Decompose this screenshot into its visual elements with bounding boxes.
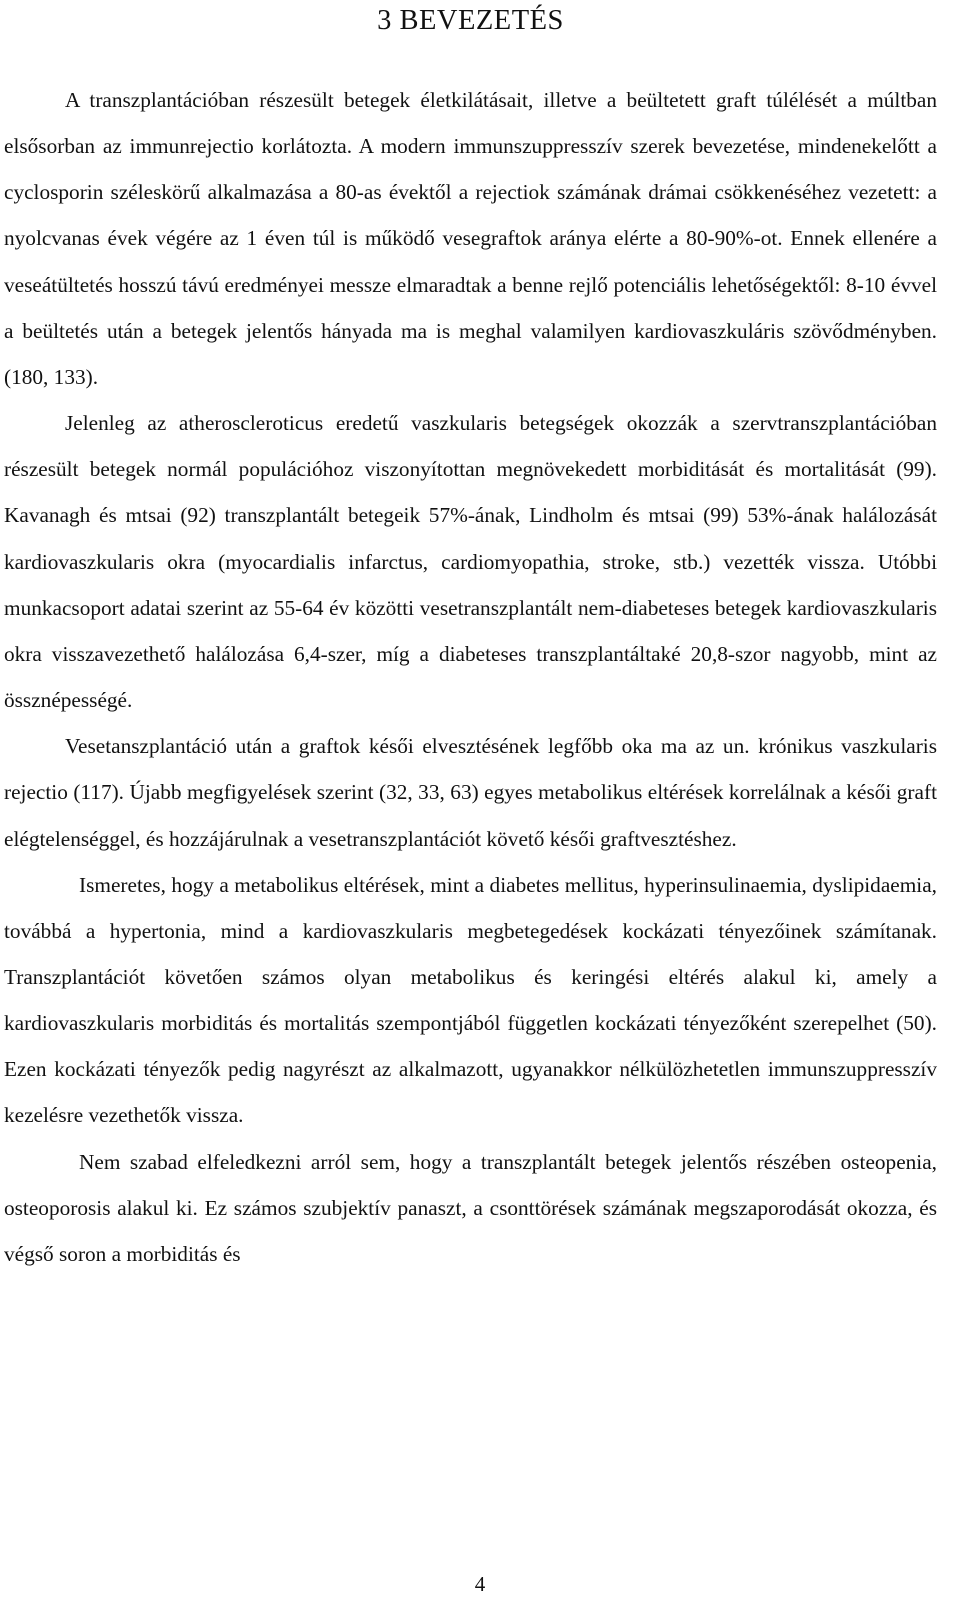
paragraph-intro: A transzplantációban részesült betegek életkilátásait, illetve a beültetett graft túlélését a múltban elsősorban az immunrejectio korlátozta. A modern immunszuppresszív szerek bevezetése, mindenekelőtt a cyclosporin széleskörű alkalmazása a 80-as évektől a rejectiok számának drámai csökkenéséhez vezetett: a nyolcvanas évek végére az 1 éven túl is működő vesegraftok aránya elérte a 80-90%-ot. Ennek ellenére a veseátültetés hosszú távú eredményei messze elmaradtak a benne rejlő potenciális lehetőségektől: 8-10 évvel a beültetés után a betegek jelentős hányada ma is meghal valamilyen kardiovaszkuláris szövődményben. (180, 133). [4,88,937,389]
page-content [4,0,937,1277]
page-number: 4 [474,1572,486,1596]
paragraph-osteoporosis: Nem szabad elfeledkezni arról sem, hogy a transzplantált betegek jelentős részében osteopenia, osteoporosis alakul ki. Ez számos szubjektív panaszt, a csonttörések számának megszaporodását okozza, és végső soron a morbiditás és [4,1149,937,1266]
paragraph-metabolic-risk: Ismeretes, hogy a metabolikus eltérések, mint a diabetes mellitus, hyperinsulinaemia, dyslipidaemia, továbbá a hypertonia, mind a kardiovaszkularis megbetegedések kockázati tényezőinek számítanak. Transzplantációt követően számos olyan metabolikus és keringési eltérés alakul ki, amely a kardiovaszkularis morbiditás és mortalitás szempontjából független kockázati tényezőként szerepelhet (50). Ezen kockázati tényezők pedig nagyrészt az alkalmazott, ugyanakkor nélkülözhetetlen immunszuppresszív kezelésre vezethetők vissza. [4,872,937,1128]
paragraph-atherosclerosis: Jelenleg az atheroscleroticus eredetű vaszkularis betegségek okozzák a szervtranszplantációban részesült betegek normál populációhoz viszonyítottan megnövekedett morbiditását és mortalitását (99). Kavanagh és mtsai (92) transzplantált betegeik 57%-ának, Lindholm és mtsai (99) 53%-ának halálozását kardiovaszkularis okra (myocardialis infarctus, cardiomyopathia, stroke, stb.) vezették vissza. Utóbbi munkacsoport adatai szerint az 55-64 év közötti vesetranszplantált nem-diabeteses betegek kardiovaszkularis okra visszavezethető halálozása 6,4-szer, míg a diabeteses transzplantáltaké 20,8-szor nagyobb, mint az össznépességé. [4,411,937,713]
body-text [4,77,937,1277]
paragraph-graft-loss: Vesetanszplantáció után a graftok késői elvesztésének legfőbb oka ma az un. krónikus vaszkularis rejectio (117). Újabb megfigyelések szerint (32, 33, 63) egyes metabolikus eltérések korrelálnak a késői graft elégtelenséggel, és hozzájárulnak a vesetranszplantációt követő késői graftvesztéshez. [4,734,937,851]
chapter-heading: 3 BEVEZETÉS [377,5,564,36]
